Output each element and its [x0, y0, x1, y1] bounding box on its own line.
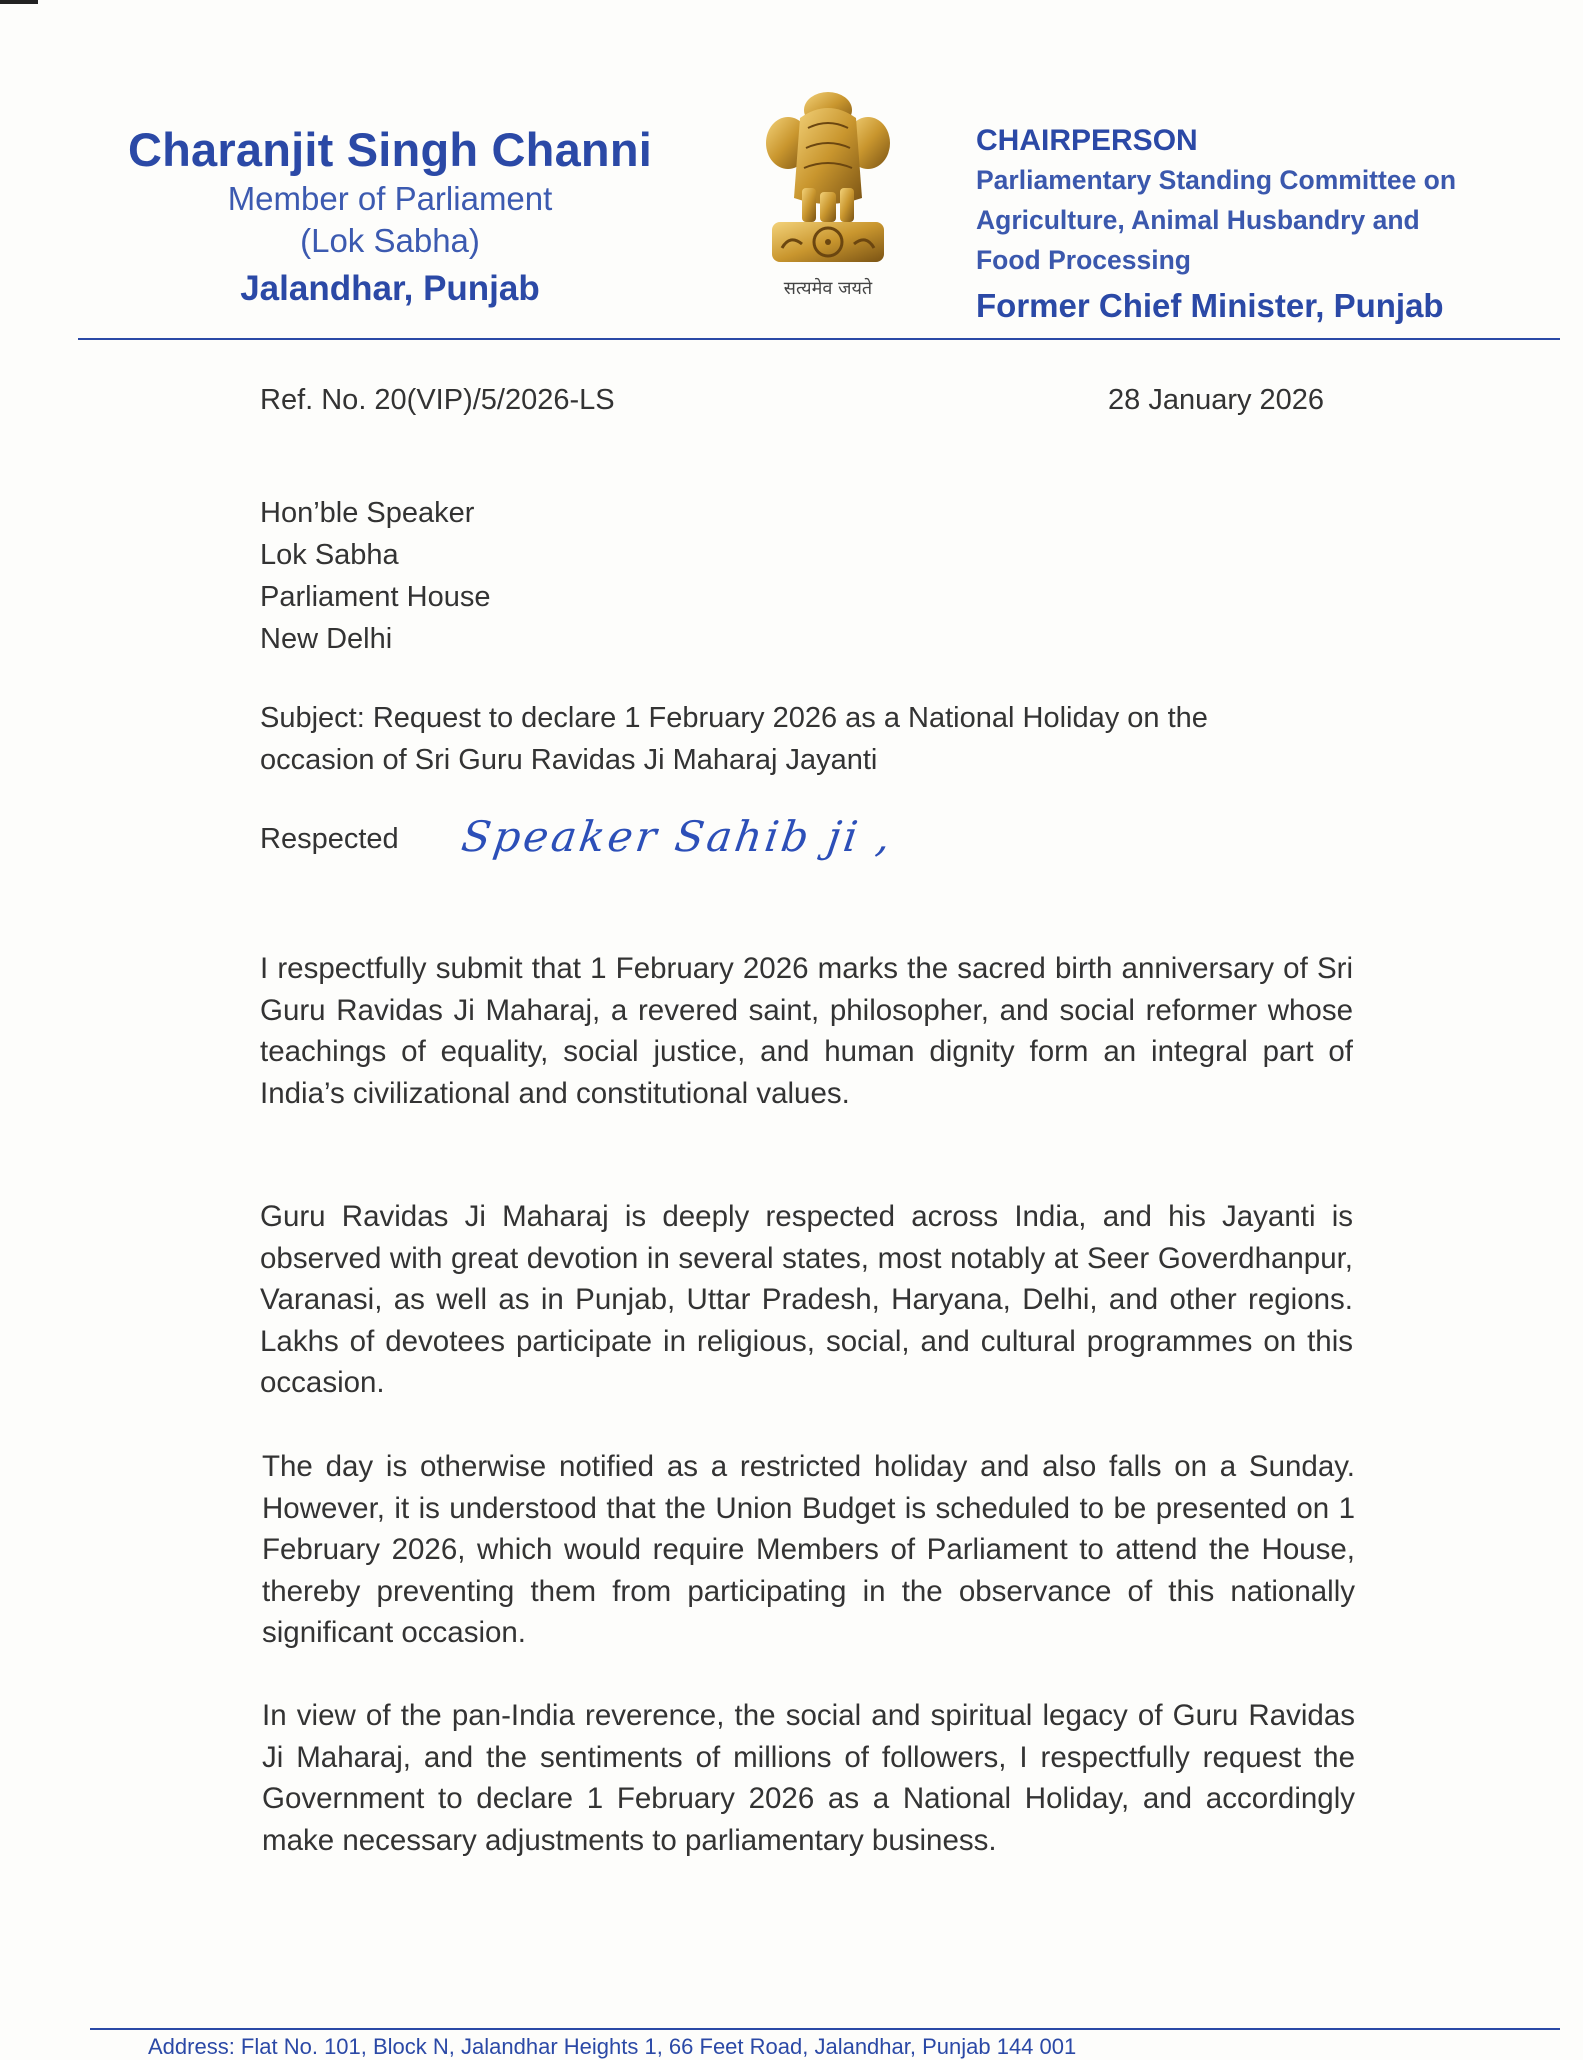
addressee-line: Hon’ble Speaker	[260, 497, 475, 529]
handwritten-salutation: Speaker Sahib ji ,	[458, 812, 897, 861]
scan-edge-mark	[0, 0, 38, 4]
sender-constituency: Jalandhar, Punjab	[240, 269, 540, 308]
addressee-line: Lok Sabha	[260, 539, 399, 571]
salutation: Respected	[260, 823, 399, 855]
subject-line-1: Subject: Request to declare 1 February 2026 as a National Holiday on the	[260, 702, 1208, 734]
letterhead-divider	[78, 338, 1560, 340]
sender-name: Charanjit Singh Channi	[127, 123, 653, 176]
footer-address: Address: Flat No. 101, Block N, Jalandhar Heights 1, 66 Feet Road, Jalandhar, Punjab 144 001	[148, 2034, 1077, 2059]
footer-divider	[90, 2028, 1560, 2030]
sender-house: (Lok Sabha)	[300, 222, 480, 259]
addressee-line: New Delhi	[260, 623, 393, 655]
committee-line-3: Food Processing	[976, 245, 1191, 275]
letterhead-positions	[976, 122, 1536, 330]
letter-date: 28 January 2026	[1108, 384, 1325, 416]
sender-designation: Member of Parliament	[227, 180, 553, 217]
body-paragraph-3: The day is otherwise notified as a restricted holiday and also falls on a Sunday. However, it is understood that the Union Budget is scheduled to be presented on 1 February 2026, which would require Members of Parliament to attend the House, thereby preventing them from participating in the observance of this nationally significant occasion.	[262, 1450, 1355, 1649]
letterhead-sender	[110, 122, 670, 314]
subject-line	[260, 697, 1360, 781]
subject-line-2: occasion of Sri Guru Ravidas Ji Maharaj Jayanti	[260, 744, 878, 776]
addressee-block	[260, 492, 491, 660]
committee-line-1: Parliamentary Standing Committee on	[976, 165, 1457, 195]
body-paragraph-4: In view of the pan-India reverence, the social and spiritual legacy of Guru Ravidas Ji Maharaj, and the sentiments of millions of followers, I respectfully request the Government to declare 1 February 2026 as a National Holiday, and accordingly make necessary adjustments to parliamentary business.	[262, 1699, 1355, 1857]
addressee-line: Parliament House	[260, 581, 491, 613]
emblem-motto: सत्यमेव जयते	[783, 278, 873, 299]
reference-number: Ref. No. 20(VIP)/5/2026-LS	[260, 384, 615, 416]
national-emblem-icon	[758, 88, 898, 308]
chairperson-title: CHAIRPERSON	[976, 124, 1198, 157]
body-paragraph-1: I respectfully submit that 1 February 2026 marks the sacred birth anniversary of Sri Guru Ravidas Ji Maharaj, a revered saint, philosopher, and social reformer whose teachings of equality, social justice, and human dignity form an integral part of India’s civilizational and constitutional values.	[260, 952, 1353, 1110]
committee-line-2: Agriculture, Animal Husbandry and	[976, 205, 1420, 235]
body-paragraph-2: Guru Ravidas Ji Maharaj is deeply respected across India, and his Jayanti is observed with great devotion in several states, most notably at Seer Goverdhanpur, Varanasi, as well as in Punjab, Uttar Pradesh, Haryana, Delhi, and other regions. Lakhs of devotees participate in religious, social, and cultural programmes on this occasion.	[260, 1200, 1353, 1399]
lion-capital-icon	[758, 88, 898, 278]
former-post: Former Chief Minister, Punjab	[976, 287, 1444, 324]
